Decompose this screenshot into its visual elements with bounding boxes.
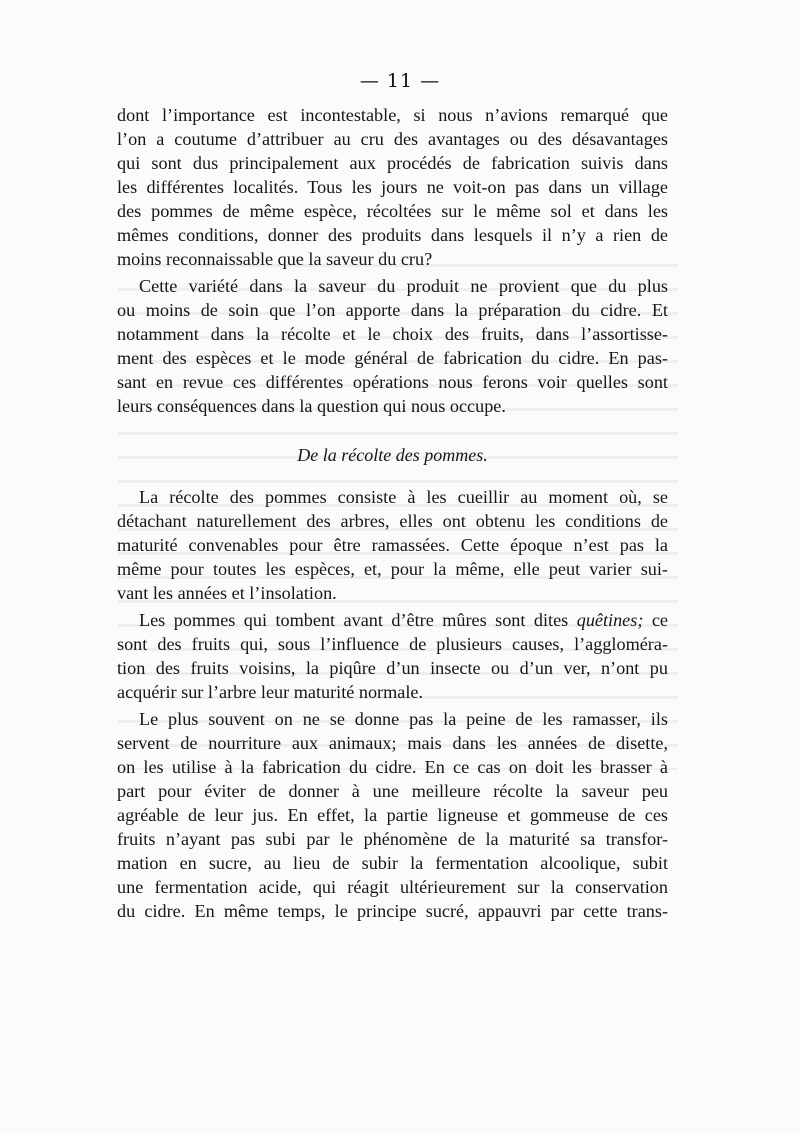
text-line: sont des fruits qui, sous l’influence de plusieurs causes, l’aggloméra- (117, 634, 668, 654)
text-line: acquérir sur l’arbre leur maturité normale. (117, 682, 424, 702)
text-line: on les utilise à la fabrication du cidre. En ce cas on doit les brasser à (117, 757, 668, 777)
text-line: du cidre. En même temps, le principe sucré, appauvri par cette trans- (117, 901, 668, 921)
section-title: De la récolte des pommes. (297, 445, 488, 465)
text-line (117, 608, 668, 632)
text-line: une fermentation acide, qui réagit ultérieurement sur la conservation (117, 877, 668, 897)
term-italic: quêtines; (576, 610, 644, 630)
text-line: moins reconnaissable que la saveur du cru? (117, 249, 433, 269)
paragraph-3 (117, 485, 668, 605)
text-line: tion des fruits voisins, la piqûre d’un insecte ou d’un ver, n’ont pu (117, 658, 668, 678)
page-number: — 11 — (359, 70, 441, 92)
paragraph-5 (117, 707, 668, 923)
text-line: Le plus souvent on ne se donne pas la peine de les ramasser, ils (139, 709, 668, 729)
text-line: dont l’importance est incontestable, si nous n’avions remarqué que (117, 105, 668, 125)
text-line: agréable de leur jus. En effet, la partie ligneuse et gommeuse de ces (117, 805, 668, 825)
text-line: notamment dans la récolte et le choix des fruits, dans l’assortisse- (117, 324, 668, 344)
paragraph-2 (117, 274, 668, 418)
text-fragment: Les pommes qui tombent avant d’être mûres sont dites (139, 610, 577, 630)
body-text (117, 103, 668, 923)
text-line: vant les années et l’insolation. (117, 583, 337, 603)
text-line: mêmes conditions, donner des produits dans lesquels il n’y a rien de (117, 225, 668, 245)
text-line: sant en revue ces différentes opérations nous ferons voir quelles sont (117, 372, 668, 392)
text-line: maturité convenables pour être ramassées. Cette époque n’est pas la (117, 535, 668, 555)
text-line: même pour toutes les espèces, et, pour la même, elle peut varier sui- (117, 559, 668, 579)
paragraph-4 (117, 608, 668, 704)
text-line: part pour éviter de donner à une meilleure récolte la saveur peu (117, 781, 668, 801)
text-fragment: ce (643, 610, 668, 630)
text-line: servent de nourriture aux animaux; mais dans les années de disette, (117, 733, 668, 753)
text-line: mation en sucre, au lieu de subir la fermentation alcoolique, subit (117, 853, 668, 873)
text-line: détachant naturellement des arbres, elles ont obtenu les conditions de (117, 511, 668, 531)
text-line: La récolte des pommes consiste à les cueillir au moment où, se (139, 487, 668, 507)
text-line: des pommes de même espèce, récoltées sur le même sol et dans les (117, 201, 668, 221)
text-line: ou moins de soin que l’on apporte dans la préparation du cidre. Et (117, 300, 668, 320)
text-line: leurs conséquences dans la question qui nous occupe. (117, 396, 506, 416)
text-line: ment des espèces et le mode général de fabrication du cidre. En pas- (117, 348, 668, 368)
text-line: les différentes localités. Tous les jours ne voit-on pas dans un village (117, 177, 668, 197)
text-line: fruits n’ayant pas subi par le phénomène de la maturité sa transfor- (117, 829, 668, 849)
text-line: qui sont dus principalement aux procédés de fabrication suivis dans (117, 153, 668, 173)
text-line: l’on a coutume d’attribuer au cru des avantages ou des désavantages (117, 129, 668, 149)
text-line: Cette variété dans la saveur du produit ne provient que du plus (139, 276, 668, 296)
paragraph-1 (117, 103, 668, 271)
